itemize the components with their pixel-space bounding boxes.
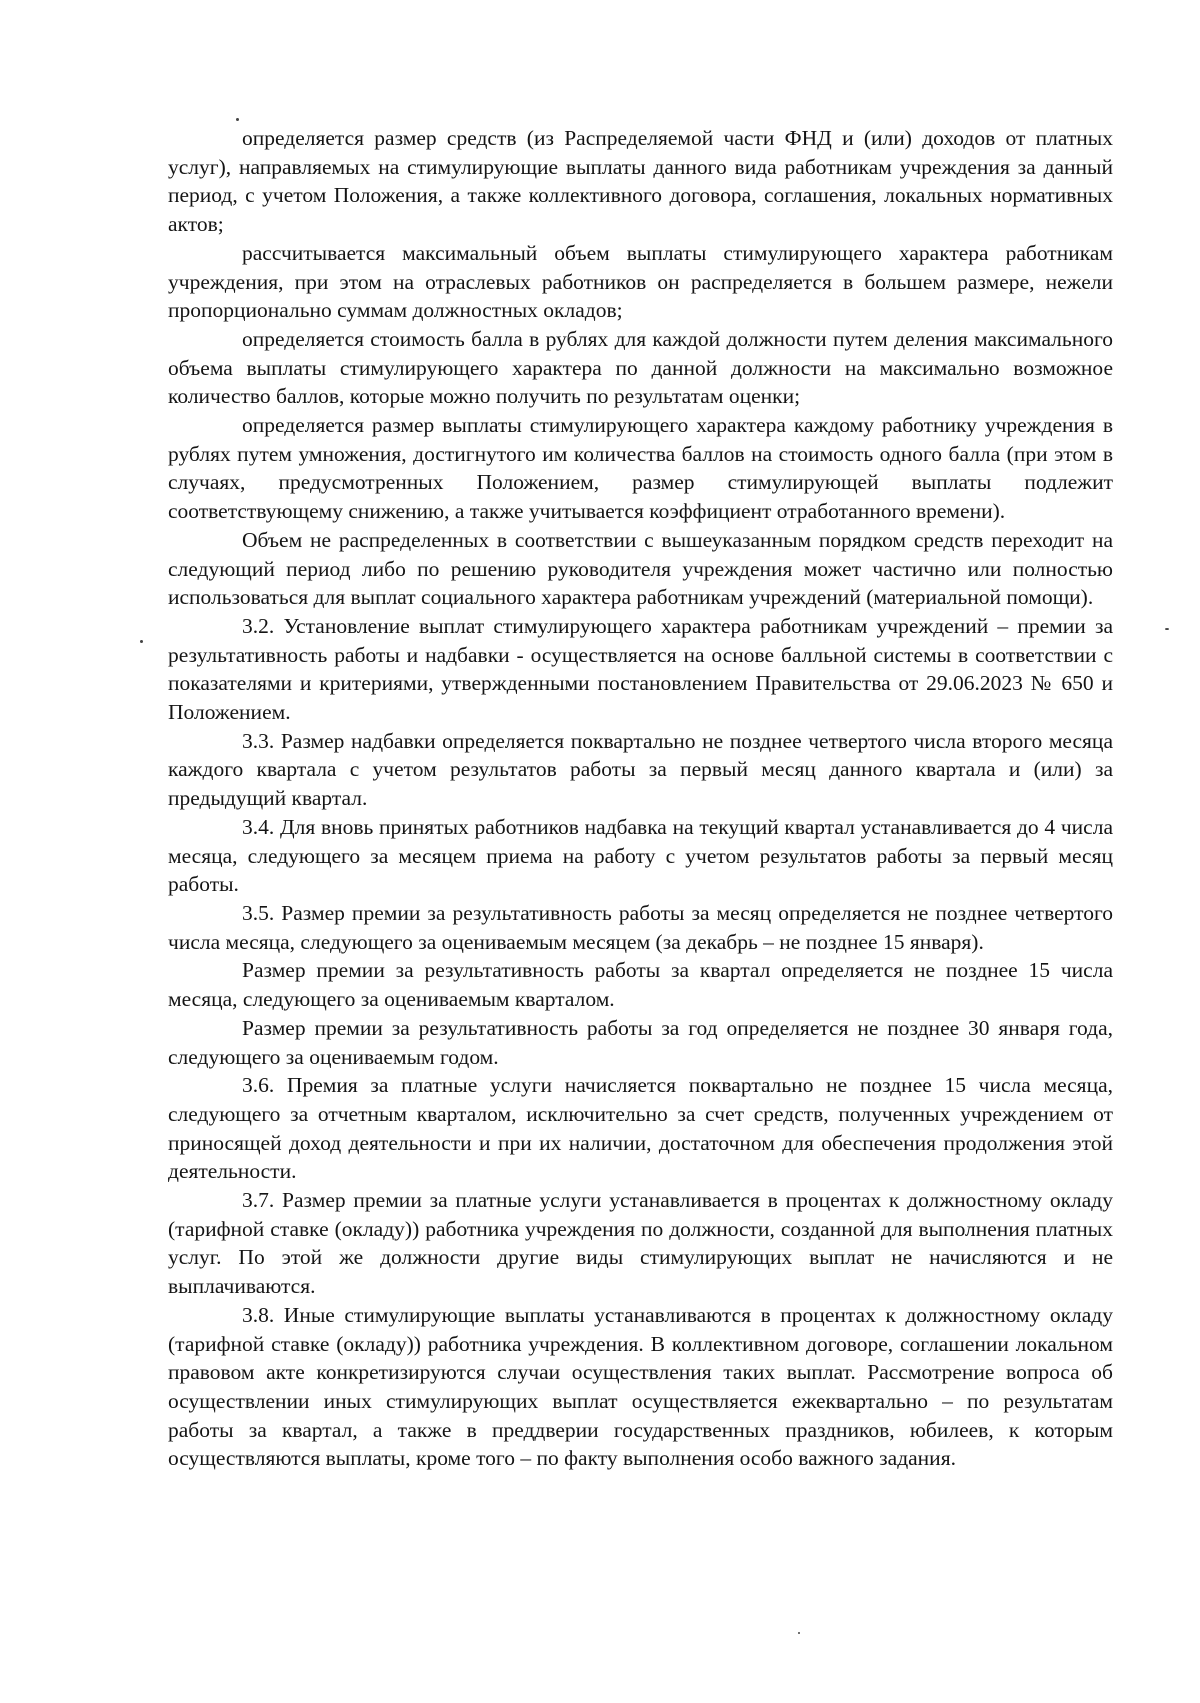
paragraph-3-7: 3.7. Размер премии за платные услуги устанавливается в процентах к должностному окладу (тарифной ставке (окладу)) работника учреждения по должности, созданной для выполнения платных услуг. По этой же должности другие виды стимулирующих выплат не начисляются и не выплачиваются. xyxy=(168,1188,1113,1299)
paragraph-undistributed-funds: Объем не распределенных в соответствии с вышеуказанным порядком средств переходит на следующий период либо по решению руководителя учреждения может частично или полностью использоваться для выплат социального характера работникам учреждений (материальной помощи). xyxy=(168,527,1113,610)
paragraph-point-cost: определяется стоимость балла в рублях для каждой должности путем деления максимального объема выплаты стимулирующего характера по данной должности на максимально возможное количество баллов, которые можно получить по результатам оценки; xyxy=(168,326,1113,409)
paragraph-3-4: 3.4. Для вновь принятых работников надбавка на текущий квартал устанавливается до 4 числа месяца, следующего за месяцем приема на работу с учетом результатов работы за первый месяц работы. xyxy=(168,814,1113,897)
paragraph-max-volume: рассчитывается максимальный объем выплаты стимулирующего характера работникам учреждения, при этом на отраслевых работников он распределяется в большем размере, нежели пропорционально суммам должностных окладов; xyxy=(168,240,1113,323)
paragraph-payment-size: определяется размер выплаты стимулирующего характера каждому работнику учреждения в рублях путем умножения, достигнутого им количества баллов на стоимость одного балла (при этом в случаях, предусмотренных Положением, размер стимулирующей выплаты подлежит соответствующему снижению, а также учитывается коэффициент отработанного времени). xyxy=(168,413,1113,524)
paragraph-fund-determination: определяется размер средств (из Распределяемой части ФНД и (или) доходов от платных услуг), направляемых на стимулирующие выплаты данного вида работникам учреждения за данный период, с учетом Положения, а также коллективного договора, соглашения, локальных нормативных актов; xyxy=(168,126,1113,237)
scan-speck xyxy=(236,118,239,121)
paragraph-3-8: 3.8. Иные стимулирующие выплаты устанавливаются в процентах к должностному окладу (тарифной ставке (окладу)) работника учреждения. В коллективном договоре, соглашении локальном правовом акте конкретизируются случаи осуществления таких выплат. Рассмотрение вопроса об осуществлении иных стимулирующих выплат осуществляется ежеквартально – по результатам работы за квартал, а также в преддверии государственных праздников, юбилеев, к которым осуществляются выплаты, кроме того – по факту выполнения особо важного задания. xyxy=(168,1302,1113,1471)
paragraph-3-6: 3.6. Премия за платные услуги начисляется поквартально не позднее 15 числа месяца, следующего за отчетным кварталом, исключительно за счет средств, полученных учреждением от приносящей доход деятельности и при их наличии, достаточном для обеспечения продолжения этой деятельности. xyxy=(168,1073,1113,1184)
scan-speck xyxy=(798,1632,800,1634)
paragraph-3-5: 3.5. Размер премии за результативность работы за месяц определяется не позднее четвертого числа месяца, следующего за оцениваемым месяцем (за декабрь – не позднее 15 января). xyxy=(168,900,1113,954)
paragraph-quarter-bonus: Размер премии за результативность работы за квартал определяется не позднее 15 числа месяца, следующего за оцениваемым кварталом. xyxy=(168,958,1113,1012)
scan-speck xyxy=(140,640,143,643)
paragraph-year-bonus: Размер премии за результативность работы за год определяется не позднее 30 января года, следующего за оцениваемым годом. xyxy=(168,1015,1113,1069)
scan-speck xyxy=(1165,628,1169,630)
paragraph-3-2: 3.2. Установление выплат стимулирующего характера работникам учреждений – премии за результативность работы и надбавки - осуществляется на основе балльной системы в соответствии с показателями и критериями, утвержденными постановлением Правительства от 29.06.2023 № 650 и Положением. xyxy=(168,613,1113,725)
paragraph-3-3: 3.3. Размер надбавки определяется поквартально не позднее четвертого числа второго месяца каждого квартала с учетом результатов работы за первый месяц данного квартала и (или) за предыдущий квартал. xyxy=(168,728,1113,811)
document-body xyxy=(168,124,1113,1473)
